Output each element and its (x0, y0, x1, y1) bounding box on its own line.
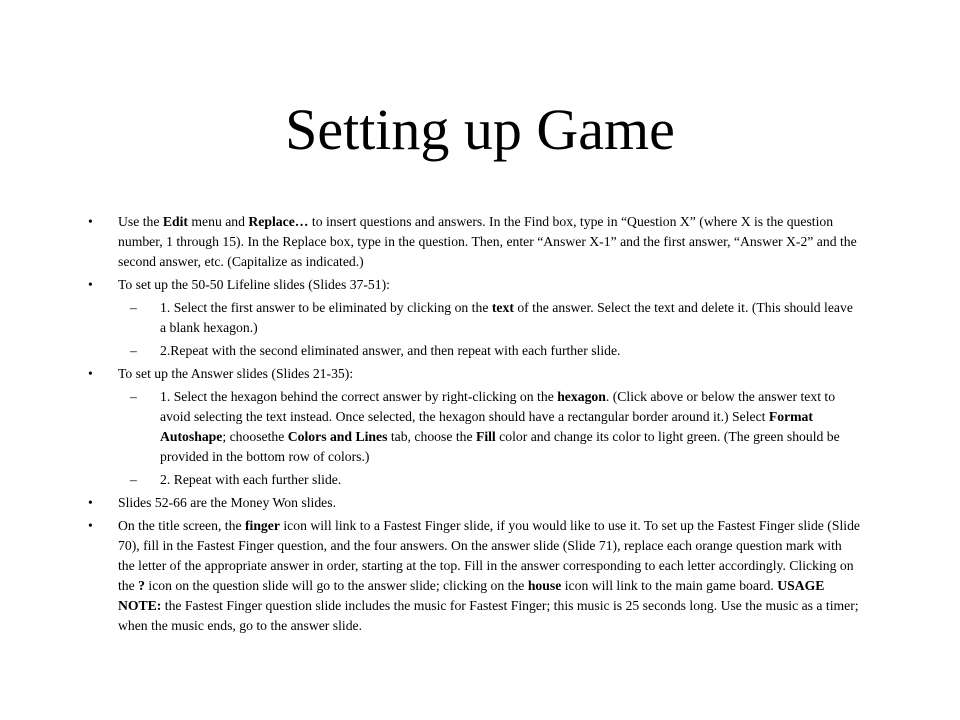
bold-text-segment: house (527, 578, 562, 593)
bullet-list (88, 212, 860, 639)
text-segment: icon on the question slide will go to the answer slide; clicking on the (145, 578, 528, 593)
bold-text-segment: Replace… (248, 214, 309, 229)
sub-item-text (160, 389, 840, 464)
text-segment: icon will link to a Fastest Finger slide, if you would like to use it. To set up the Fastest Finger slide (Slide 70), fill in the Fastest Finger question, and the four answers. On the answer slide (Slide 71), replace each orange question mark with the letter of the appropriate answer in order, starting at the top. Fill in the answer corresponding to each letter accordingly. Clicking on the (118, 518, 861, 593)
bullet-item-lifeline-slides (88, 275, 860, 361)
dash-glyph: – (130, 343, 137, 358)
bold-text-segment: finger (244, 518, 280, 533)
bullet-text (118, 214, 857, 269)
text-segment: 1. Select the first answer to be eliminated by clicking on the (160, 300, 492, 315)
text-segment: 1. Select the hexagon behind the correct answer by right-clicking on the (160, 389, 558, 404)
bullet-item-fastest-finger (88, 516, 860, 636)
text-segment: to insert questions and answers. In the Find box, type in “Question X” (where X is the question number, 1 through 15). In the Replace box, type in the question. Then, enter “Answer X-1” and the first answer, “Answer X-2” and the second answer, etc. (Capitalize as indicated.) (118, 214, 857, 269)
text-segment: ; choosethe (222, 429, 288, 444)
text-segment: tab, choose the (387, 429, 476, 444)
sub-list (118, 298, 860, 361)
bold-text-segment: USAGE NOTE: (118, 578, 825, 613)
bold-text-segment: Colors and Lines (287, 429, 388, 444)
bullet-text: To set up the 50-50 Lifeline slides (Slides 37-51): (118, 277, 390, 292)
bullet-item-edit-replace (88, 212, 860, 272)
text-segment: icon will link to the main game board. (561, 578, 778, 593)
sub-item-text: 2.Repeat with the second eliminated answer, and then repeat with each further slide. (160, 343, 621, 358)
slide-title: Setting up Game (285, 97, 675, 162)
bold-text-segment: text (491, 300, 514, 315)
bullet-item-answer-slides (88, 364, 860, 490)
text-segment: menu and (187, 214, 249, 229)
text-segment: On the title screen, the (118, 518, 245, 533)
text-segment: the Fastest Finger question slide includes the music for Fastest Finger; this music is 25 seconds long. Use the music as a timer; when the music ends, go to the answer slide. (118, 598, 859, 633)
bold-text-segment: Format Autoshape (160, 409, 813, 444)
sub-item-text (160, 300, 853, 335)
bullet-glyph: • (88, 495, 93, 510)
bold-text-segment: hexagon (557, 389, 606, 404)
bullet-glyph: • (88, 214, 93, 229)
bold-text-segment: Fill (475, 429, 496, 444)
bullet-glyph: • (88, 366, 93, 381)
bullet-text: To set up the Answer slides (Slides 21-35): (118, 366, 354, 381)
sub-item-repeat-eliminated (130, 341, 860, 361)
bullet-glyph: • (88, 277, 93, 292)
dash-glyph: – (130, 472, 137, 487)
sub-item-eliminate-answer (130, 298, 860, 338)
sub-item-select-hexagon (130, 387, 860, 467)
text-segment: . (Click above or below the answer text to avoid selecting the text instead. Once selected, the hexagon should have a rectangular border around it.) Select (160, 389, 836, 424)
text-segment: color and change its color to light green. (The green should be provided in the bottom row of colors.) (160, 429, 840, 464)
bullet-text: Slides 52-66 are the Money Won slides. (118, 495, 336, 510)
sub-list (118, 387, 860, 490)
text-segment: of the answer. Select the text and delete it. (This should leave a blank hexagon.) (160, 300, 853, 335)
bold-text-segment: ? (138, 578, 145, 593)
bullet-text (118, 518, 860, 633)
sub-item-repeat-further (130, 470, 860, 490)
bullet-glyph: • (88, 518, 93, 533)
dash-glyph: – (130, 389, 137, 404)
dash-glyph: – (130, 300, 137, 315)
sub-item-text: 2. Repeat with each further slide. (160, 472, 342, 487)
bullet-item-money-won (88, 493, 860, 513)
text-segment: Use the (118, 214, 163, 229)
bold-text-segment: Edit (162, 214, 188, 229)
